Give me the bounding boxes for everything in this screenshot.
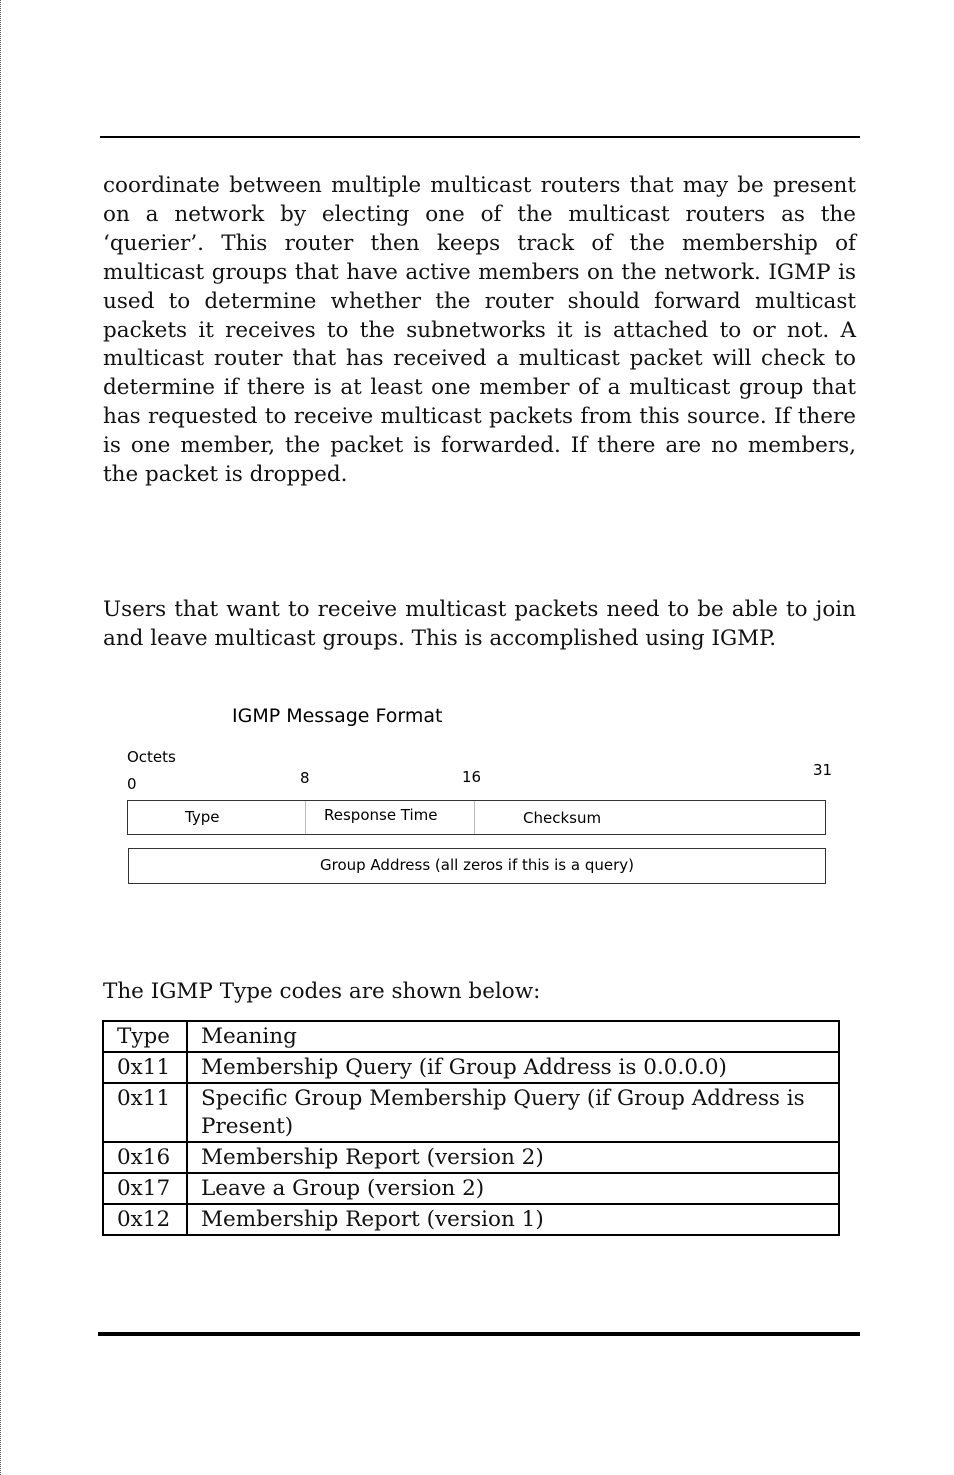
field-checksum: Checksum <box>523 809 602 827</box>
bit-label-8: 8 <box>300 769 310 787</box>
diagram-title: IGMP Message Format <box>232 705 443 727</box>
field-divider <box>305 801 306 834</box>
field-group-address: Group Address (all zeros if this is a query) <box>128 848 826 884</box>
type-meaning: Specific Group Membership Query (if Group Address is Present) <box>187 1083 839 1142</box>
page-edge <box>0 0 1 1475</box>
table-row <box>103 1204 839 1235</box>
type-code: 0x16 <box>103 1142 187 1173</box>
type-meaning: Leave a Group (version 2) <box>187 1173 839 1204</box>
field-response-time: Response Time <box>324 806 438 824</box>
table-row <box>103 1173 839 1204</box>
type-code: 0x17 <box>103 1173 187 1204</box>
header-rule <box>100 136 860 138</box>
type-code: 0x11 <box>103 1052 187 1083</box>
type-meaning: Membership Report (version 2) <box>187 1142 839 1173</box>
header-type: Type <box>103 1021 187 1052</box>
header-meaning: Meaning <box>187 1021 839 1052</box>
footer-rule <box>98 1332 860 1336</box>
type-meaning: Membership Report (version 1) <box>187 1204 839 1235</box>
bit-label-31: 31 <box>813 761 833 779</box>
bit-label-16: 16 <box>462 768 482 786</box>
type-code: 0x12 <box>103 1204 187 1235</box>
octets-label: Octets <box>127 748 176 766</box>
field-divider <box>474 801 475 834</box>
type-code: 0x11 <box>103 1083 187 1142</box>
bit-label-0: 0 <box>127 775 137 793</box>
body-paragraph-join-leave: Users that want to receive multicast packets need to be able to join and leave multicast groups. This is accomplished using IGMP. <box>103 597 856 651</box>
field-type: Type <box>185 808 220 826</box>
table-row <box>103 1142 839 1173</box>
table-header-row <box>103 1021 839 1052</box>
igmp-type-codes-table <box>102 1020 840 1236</box>
type-meaning: Membership Query (if Group Address is 0.0.0.0) <box>187 1052 839 1083</box>
body-paragraph-querier: coordinate between multiple multicast routers that may be present on a network by electing one of the multicast routers as the ‘querier’. This router then keeps track of the membership of multicast groups that have active members on the network. IGMP is used to determine whether the router should forward multicast packets it receives to the subnetworks it is attached to or not. A multicast router that has received a multicast packet will check to determine if there is at least one member of a multicast group that has requested to receive multicast packets from this source. If there is one member, the packet is forwarded. If there are no members, the packet is dropped. <box>103 173 856 488</box>
table-row <box>103 1083 839 1142</box>
table-intro-text: The IGMP Type codes are shown below: <box>103 979 541 1004</box>
header-fields-row <box>127 800 826 835</box>
table-row <box>103 1052 839 1083</box>
